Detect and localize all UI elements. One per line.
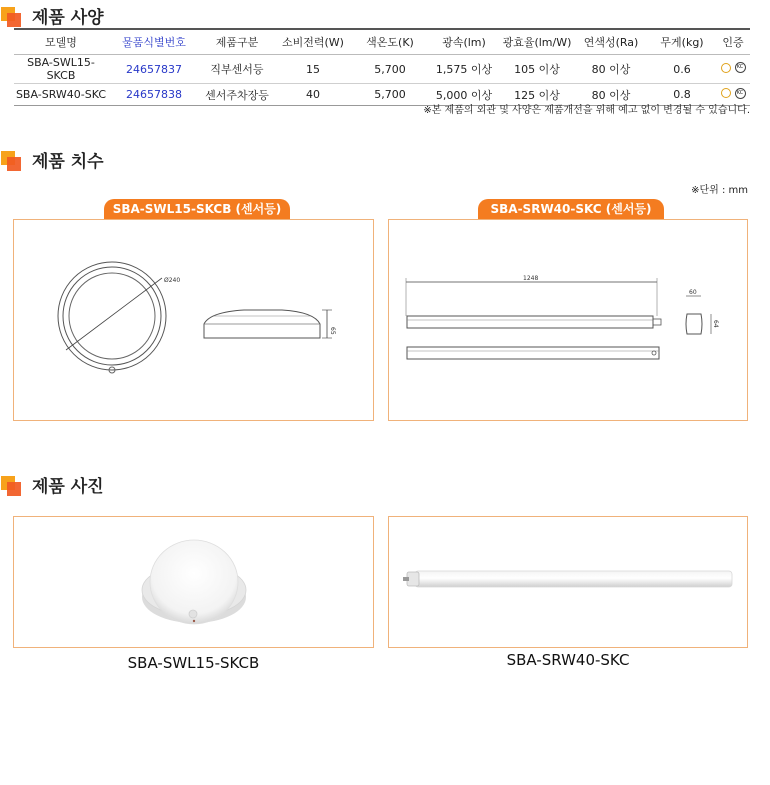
product2-photo <box>389 517 747 647</box>
cell-weight: 0.6 <box>648 55 716 84</box>
cell-category: 센서주차장등 <box>200 84 274 106</box>
width-label: 60 <box>689 289 697 296</box>
cell-color-temp: 5,700 <box>352 55 428 84</box>
spec-disclaimer: ※본 제품의 외관 및 사양은 제품개선을 위해 예고 없이 변경될 수 있습니다. <box>423 105 750 116</box>
product1-photo <box>14 517 373 647</box>
product1-dimension-box <box>13 219 374 421</box>
kc-cert-icon: KC <box>735 62 746 73</box>
product2-photo-box <box>388 516 748 648</box>
col-model: 모델명 <box>14 29 108 55</box>
product1-dimension-drawing <box>14 220 373 420</box>
product1-dim-label: SBA-SWL15-SKCB (센서등) <box>104 199 290 219</box>
col-category: 제품구분 <box>200 29 274 55</box>
product2-dim-label: SBA-SRW40-SKC (센서등) <box>478 199 664 219</box>
cell-model: SBA-SRW40-SKC <box>14 84 108 106</box>
cell-category: 직부센서등 <box>200 55 274 84</box>
cell-cert <box>716 55 750 84</box>
unit-note: ※단위 : mm <box>691 185 748 196</box>
cell-power: 40 <box>274 84 352 106</box>
high-efficiency-cert-icon <box>721 63 731 73</box>
cell-lumen: 5,000 이상 <box>428 84 500 106</box>
cell-cri: 80 이상 <box>574 84 648 106</box>
cell-power: 15 <box>274 55 352 84</box>
title-bullet-icon <box>7 482 21 496</box>
cell-efficiency: 125 이상 <box>500 84 574 106</box>
cell-product-id: 24657838 <box>108 84 200 106</box>
col-cert: 인증 <box>716 29 750 55</box>
high-efficiency-cert-icon <box>721 88 731 98</box>
cell-lumen: 1,575 이상 <box>428 55 500 84</box>
product2-dimension-drawing <box>389 220 747 420</box>
col-cri: 연색성(Ra) <box>574 29 648 55</box>
col-lumen: 광속(lm) <box>428 29 500 55</box>
product2-dimension-box <box>388 219 748 421</box>
cell-cri: 80 이상 <box>574 55 648 84</box>
cell-efficiency: 105 이상 <box>500 55 574 84</box>
length-label: 1248 <box>523 275 539 282</box>
product1-caption: SBA-SWL15-SKCB <box>127 654 260 672</box>
product1-photo-box <box>13 516 374 648</box>
title-bullet-icon <box>7 13 21 27</box>
cell-model: SBA-SWL15-SKCB <box>14 55 108 84</box>
kc-cert-icon: KC <box>735 88 746 99</box>
spec-table-header <box>14 29 750 55</box>
spec-table <box>14 28 750 106</box>
diameter-label: Ø240 <box>164 277 181 284</box>
end-height-label: 64 <box>712 320 719 328</box>
col-weight: 무게(kg) <box>648 29 716 55</box>
title-bullet-icon <box>7 157 21 171</box>
height-label: 65 <box>329 327 336 335</box>
col-color-temp: 색온도(K) <box>352 29 428 55</box>
table-row <box>14 55 750 84</box>
cell-weight: 0.8 <box>648 84 716 106</box>
cell-color-temp: 5,700 <box>352 84 428 106</box>
product2-caption: SBA-SRW40-SKC <box>506 651 630 669</box>
col-efficiency: 광효율(lm/W) <box>500 29 574 55</box>
col-power: 소비전력(W) <box>274 29 352 55</box>
cell-product-id: 24657837 <box>108 55 200 84</box>
col-product-id: 물품식별번호 <box>108 29 200 55</box>
